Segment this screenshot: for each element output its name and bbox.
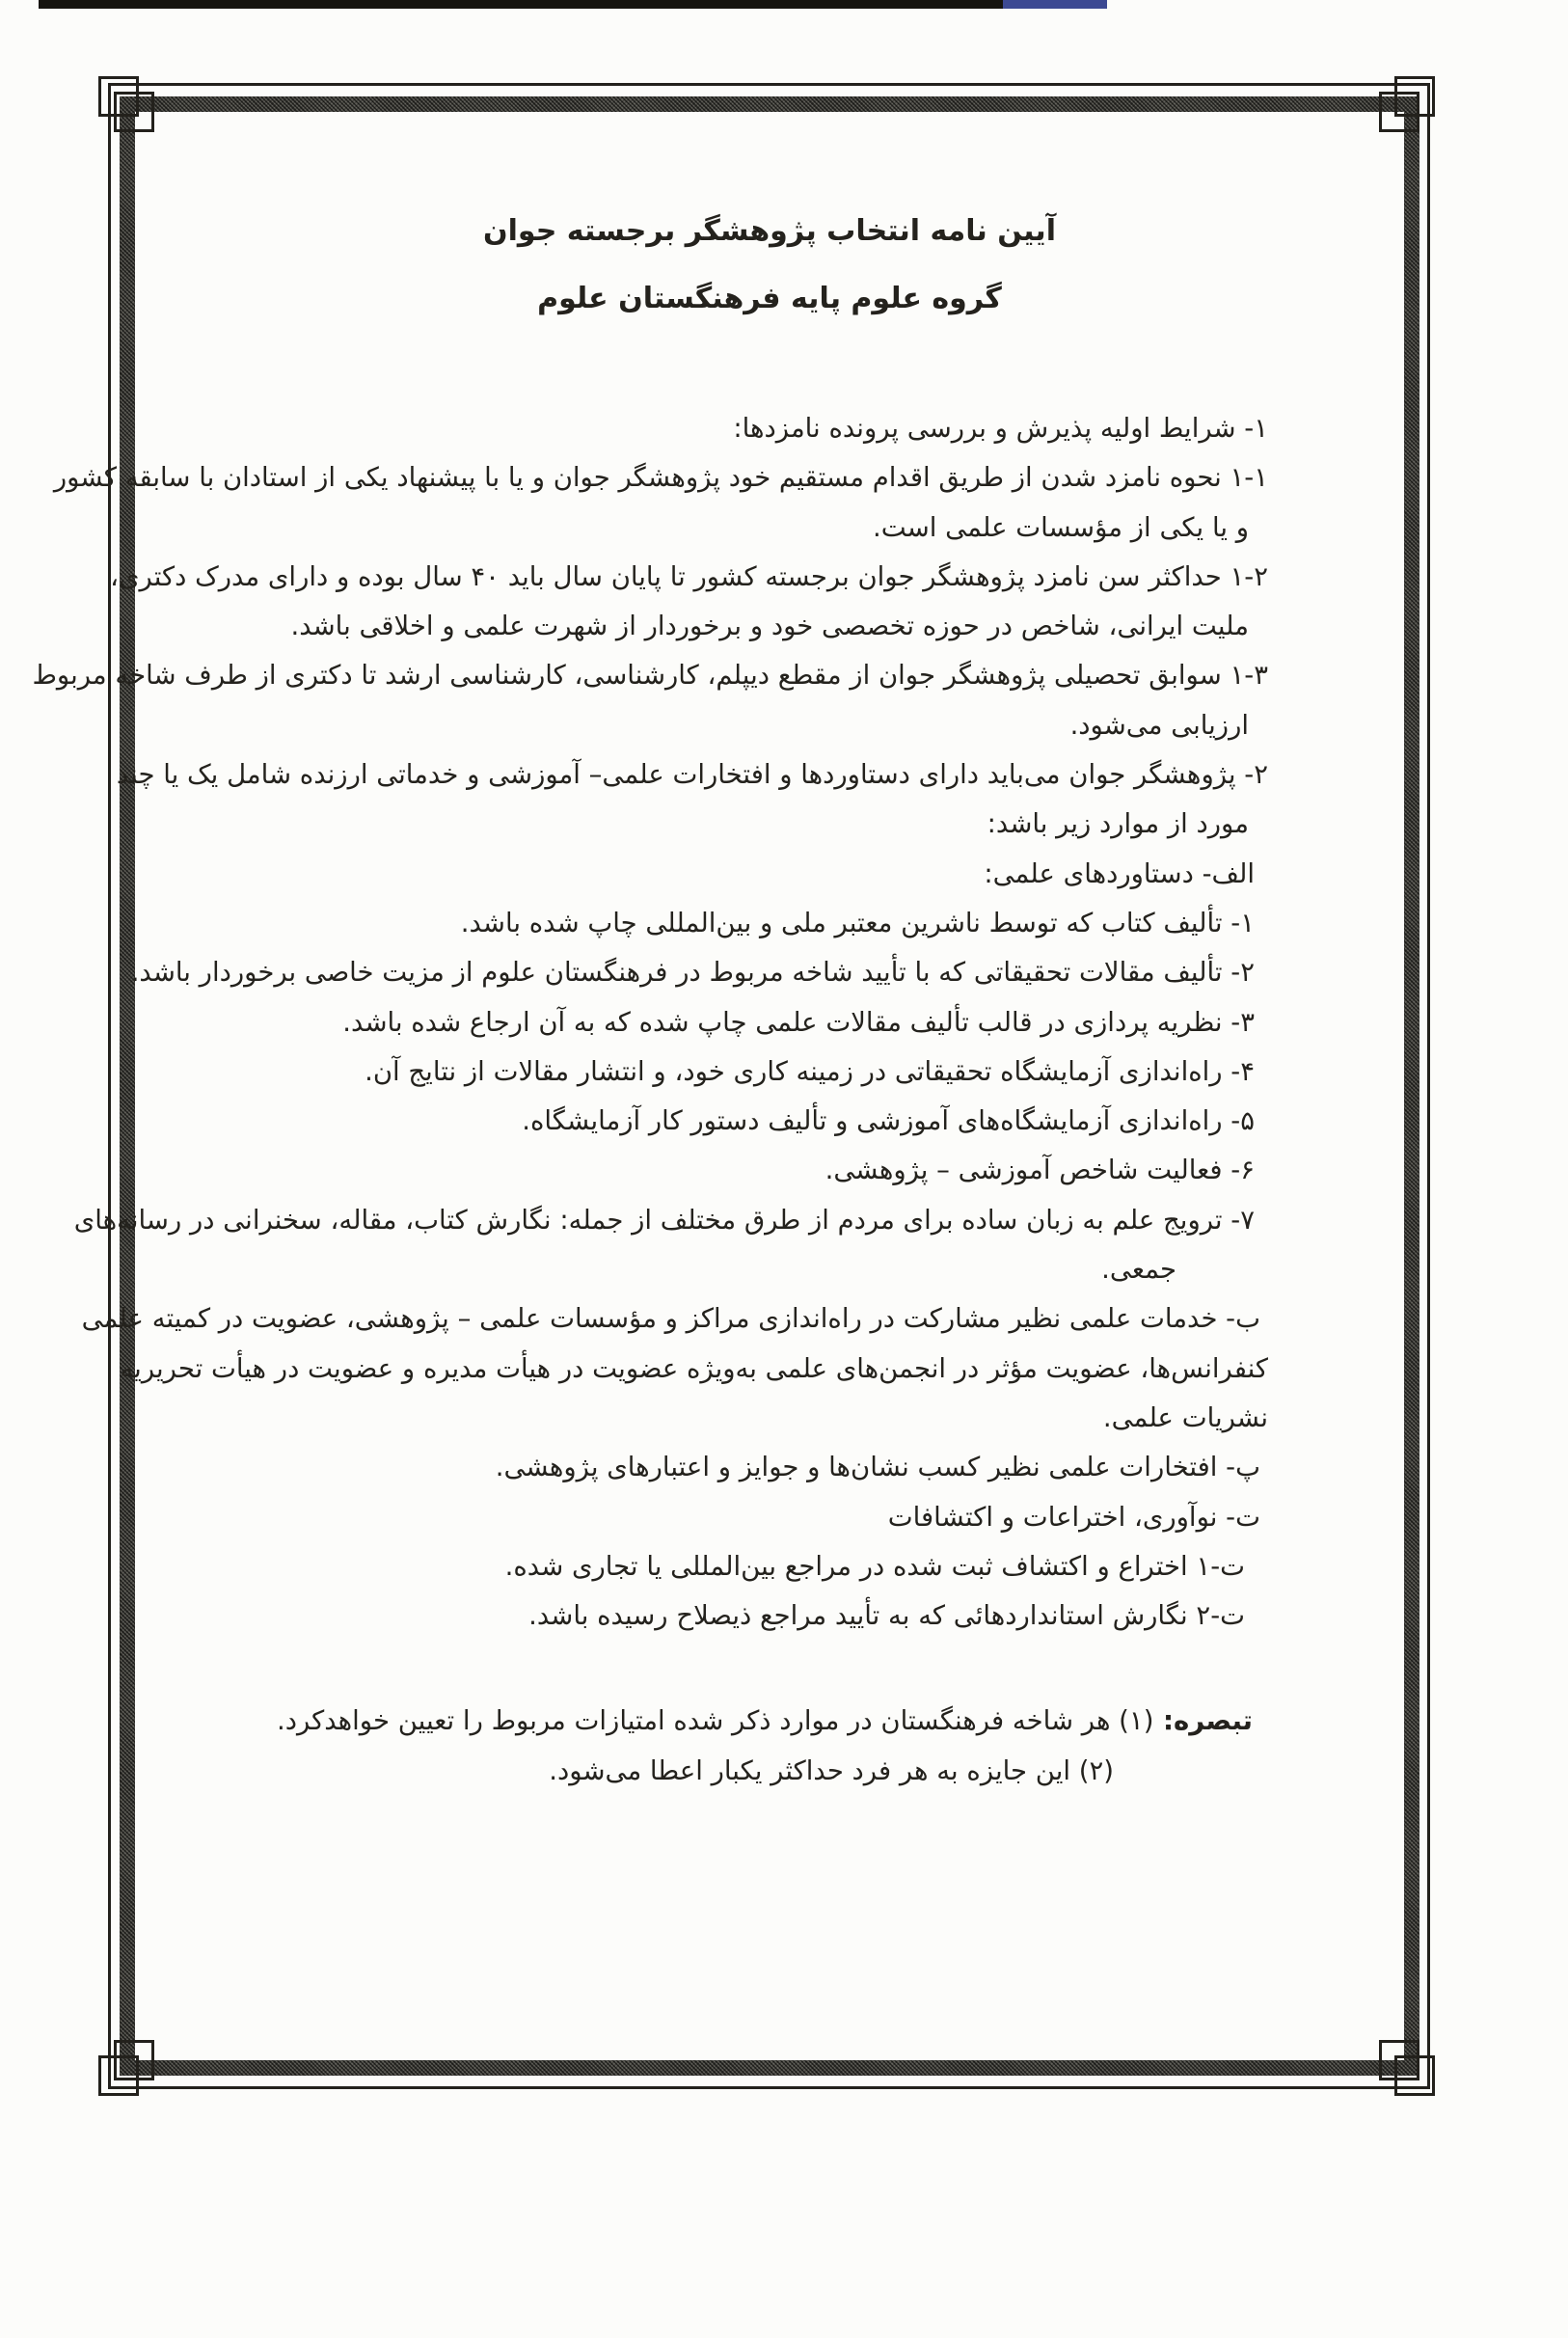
document-body (32, 404, 1268, 1796)
doc-line: الف- دستاوردهای علمی: (984, 857, 1255, 889)
doc-line: ۱-۲ حداکثر سن نامزد پژوهشگر جوان برجسته کشور تا پایان سال باید ۴۰ سال بوده و دارای مدرک دکتری، (110, 560, 1268, 592)
doc-line: ۲- پژوهشگر جوان می‌باید دارای دستاوردها و افتخارات علمی– آموزشی و خدماتی ارزنده شامل یک یا چند (116, 759, 1268, 791)
doc-line: ۲- تألیف مقالات تحقیقاتی که با تأیید شاخه مربوط در فرهنگستان علوم از مزیت خاصی برخوردار باشد. (130, 957, 1255, 989)
doc-line: ارزیابی می‌شود. (1069, 709, 1249, 741)
doc-line: ۶- فعالیت شاخص آموزشی – پژوهشی. (825, 1155, 1255, 1186)
doc-line: نشریات علمی. (1102, 1401, 1268, 1433)
note-label: تبصره: (1153, 1705, 1253, 1737)
doc-line: جمعی. (1101, 1254, 1176, 1286)
document-title-block (135, 198, 1404, 333)
doc-line: ۱- تألیف کتاب که توسط ناشرین معتبر ملی و بین‌المللی چاپ شده باشد. (460, 907, 1255, 938)
doc-line: ۵- راه‌اندازی آزمایشگاه‌های آموزشی و تألیف دستور کار آزمایشگاه. (522, 1105, 1255, 1137)
doc-line: کنفرانس‌ها، عضویت مؤثر در انجمن‌های علمی به‌ویژه عضویت در هیأت مدیره و عضویت در هیأت تحریریه (120, 1352, 1268, 1384)
doc-line: ب- خدمات علمی نظیر مشارکت در راه‌اندازی مراکز و مؤسسات علمی – پژوهشی، عضویت در کمیته علمی (81, 1303, 1260, 1335)
document-title: آیین نامه انتخاب پژوهشگر برجسته جوان (483, 214, 1056, 248)
frame-corner-square-tl-inner (114, 92, 154, 132)
doc-line: پ- افتخارات علمی نظیر کسب نشان‌ها و جوایز و اعتبارهای پژوهشی. (495, 1452, 1260, 1483)
document-subtitle: گروه علوم پایه فرهنگستان علوم (537, 282, 1002, 315)
doc-line: مورد از موارد زیر باشد: (987, 808, 1249, 840)
doc-line: ۱-۱ نحوه نامزد شدن از طریق اقدام مستقیم خود پژوهشگر جوان و یا با پیشنهاد یکی از استادان با سابقه کشور (53, 462, 1268, 494)
doc-line: و یا یکی از مؤسسات علمی است. (873, 511, 1249, 543)
scan-artifact-blue-streak (1003, 0, 1107, 9)
doc-line: ۱-۳ سوابق تحصیلی پژوهشگر جوان از مقطع دیپلم، کارشناسی، کارشناسی ارشد تا دکتری از طرف شاخه مربوط (32, 660, 1268, 692)
doc-line: ت-۲ نگارش استانداردهائی که به تأیید مراجع ذیصلاح رسیده باشد. (528, 1600, 1245, 1632)
frame-corner-square-br-inner (1379, 2040, 1419, 2080)
doc-line: ت- نوآوری، اختراعات و اکتشافات (887, 1501, 1260, 1533)
doc-line: (۲) این جایزه به هر فرد حداکثر یکبار اعطا می‌شود. (549, 1754, 1114, 1786)
doc-line: ۴- راه‌اندازی آزمایشگاه تحقیقاتی در زمینه کاری خود، و انتشار مقالات از نتایج آن. (365, 1055, 1255, 1087)
doc-line: ملیت ایرانی، شاخص در حوزه تخصصی خود و برخوردار از شهرت علمی و اخلاقی باشد. (290, 611, 1249, 642)
doc-line: ت-۱ اختراع و اکتشاف ثبت شده در مراجع بین‌المللی یا تجاری شده. (504, 1550, 1245, 1582)
scan-artifact-top-edge (39, 0, 1107, 9)
frame-corner-square-tr-inner (1379, 92, 1419, 132)
doc-line: ۱- شرایط اولیه پذیرش و بررسی پرونده نامزدها: (733, 413, 1268, 444)
doc-line: تبصره: (۱) هر شاخه فرهنگستان در موارد ذکر شده امتیازات مربوط را تعیین خواهدکرد. (276, 1705, 1253, 1737)
doc-line: ۷- ترویج علم به زبان ساده برای مردم از طرق مختلف از جمله: نگارش کتاب، مقاله، سخنرانی در رسانه‌های (73, 1204, 1255, 1236)
doc-line: ۳- نظریه پردازی در قالب تألیف مقالات علمی چاپ شده که به آن ارجاع شده باشد. (342, 1006, 1255, 1038)
frame-corner-square-bl-inner (114, 2040, 154, 2080)
